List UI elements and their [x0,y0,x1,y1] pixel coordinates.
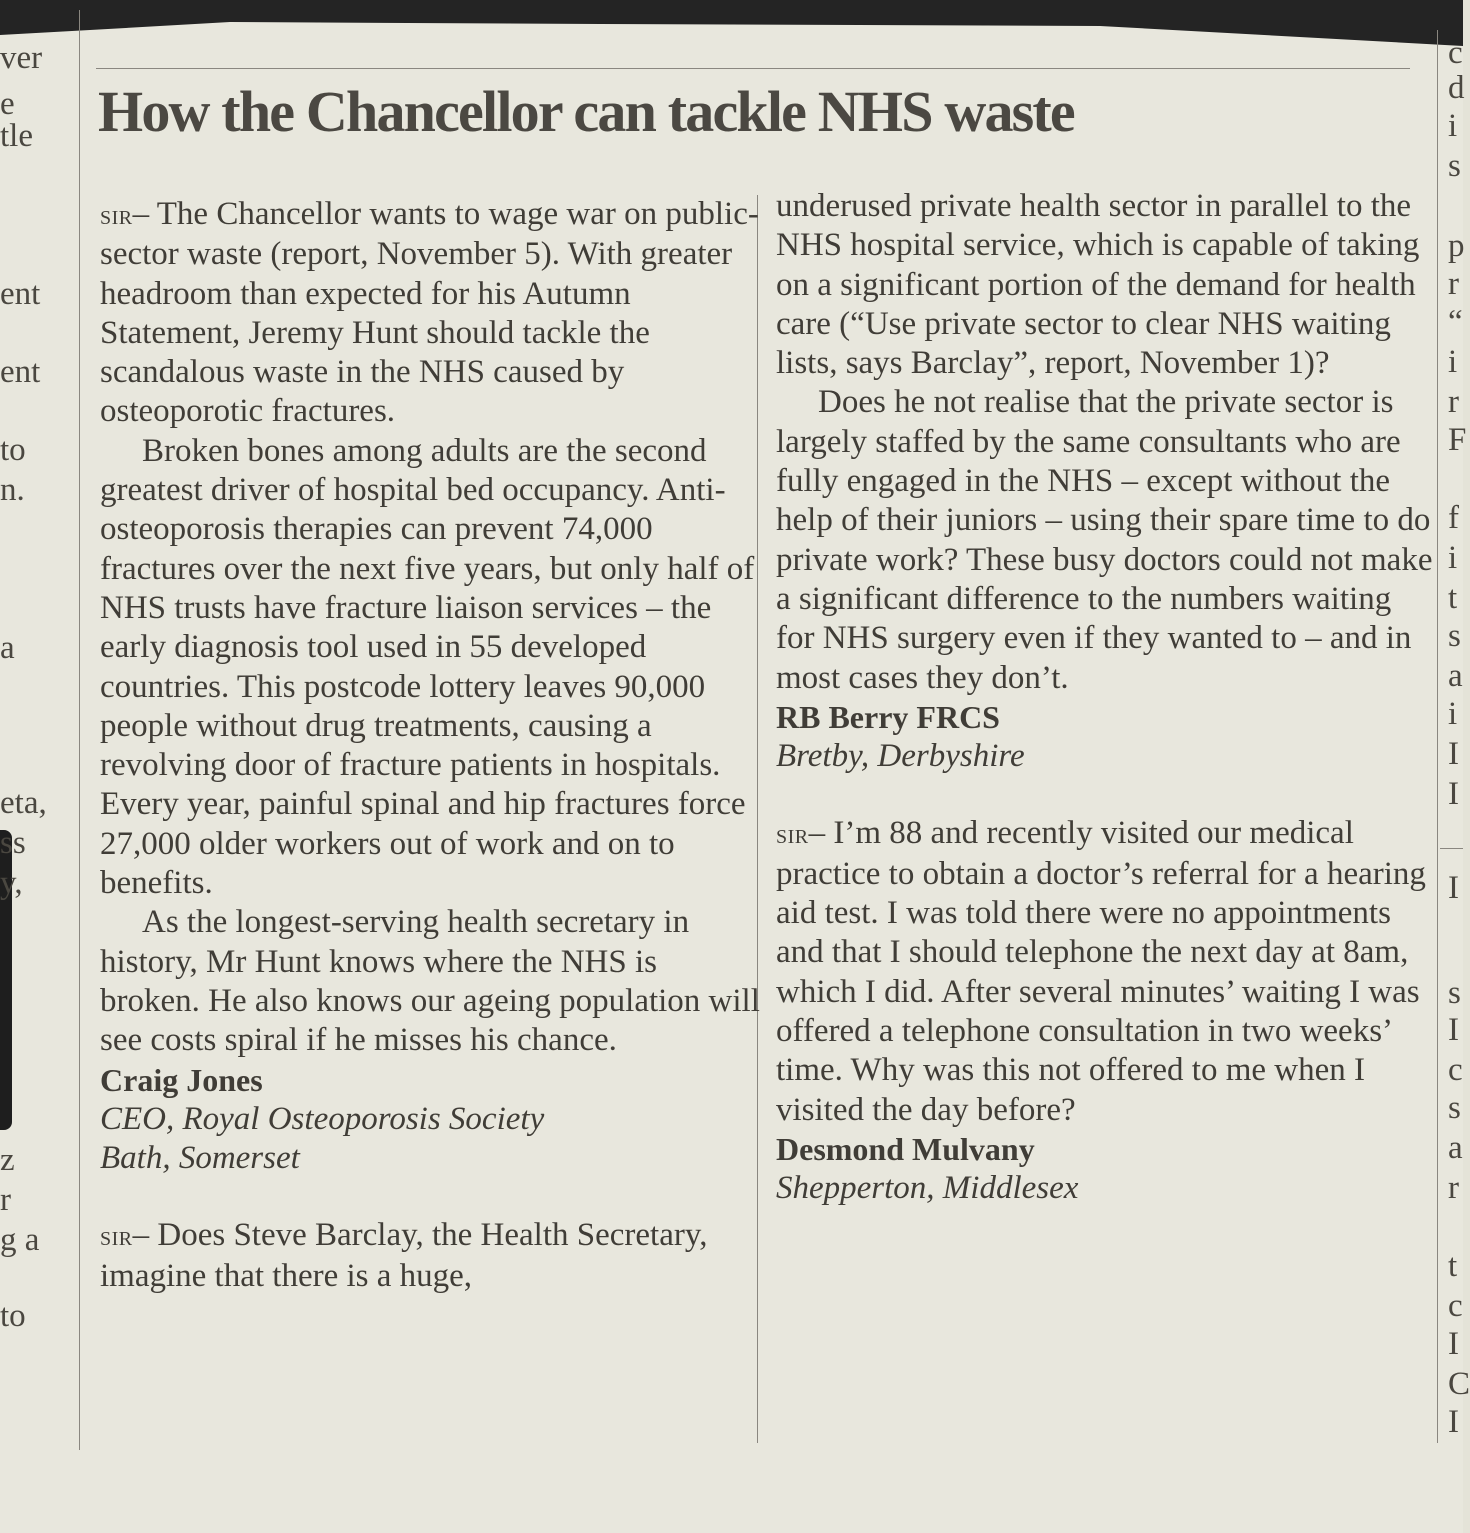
fragment: to [0,432,26,468]
adjacent-column-right [1446,0,1470,1533]
fragment: r [1448,266,1459,302]
letter-desmond-mulvany [776,814,1436,1208]
fragment: n. [0,472,25,508]
signature-location: Bath, Somerset [100,1140,300,1177]
letter-paragraph [100,195,760,432]
fragment: r [1448,1170,1459,1206]
fragment: e [0,86,15,122]
sir-label: sir [100,200,133,231]
fragment: r [1448,384,1459,420]
fragment: ver [0,40,43,76]
fragment: “ [1448,304,1463,340]
paragraph-text: – I’m 88 and recently visited our medical practice to obtain a doctor’s referral for a hearing aid test. I was told there were no appointments and that I should telephone the next day at 8am, which I did. After several minutes’ waiting I was offered a telephone consultation in two weeks’ time. Why was this not offered to me when I visited the day before? [776,815,1426,1128]
fragment: c [1448,1052,1463,1088]
fragment: I [1448,870,1459,906]
letter-paragraph: As the longest-serving health secretary in history, Mr Hunt knows where the NHS is broken. He also knows our ageing population will see costs spiral if he misses his chance. [100,904,760,1059]
fragment: a [1448,1130,1463,1166]
letter-paragraph [100,1216,760,1296]
fragment: s [1448,1090,1461,1126]
sir-label: sir [100,1221,133,1253]
signature-location: Bretby, Derbyshire [776,738,1025,775]
column-right [776,187,1436,1208]
fragment: ss [0,825,26,861]
letter-craig-jones [100,195,760,1178]
letter-rb-berry-start [100,1216,760,1296]
paragraph-text: – Does Steve Barclay, the Health Secretary, imagine that there is a huge, [100,1217,708,1294]
signature-name: Craig Jones [100,1061,263,1098]
fragment: i [1448,108,1458,144]
right-column-rule [1437,30,1438,1443]
fragment: p [1448,228,1465,264]
fragment: to [0,1298,26,1334]
fragment: s [1448,148,1461,184]
signature-location: Shepperton, Middlesex [776,1170,1079,1207]
fragment: I [1448,1326,1459,1362]
fragment: tle [0,118,33,154]
headline: How the Chancellor can tackle NHS waste [98,79,1074,144]
fragment: C [1448,1366,1470,1402]
fragment: ent [0,354,41,390]
signature-name: Desmond Mulvany [776,1130,1035,1167]
fragment: g a [0,1222,40,1258]
letter-paragraph: Broken bones among adults are the second greatest driver of hospital bed occupancy. Anti-osteoporosis therapies can prevent 74,000 fractures over the next five years, but only half of NHS trusts have fracture liaison services – the early diagnosis tool used in 55 developed countries. This postcode lottery leaves 90,000 people without drug treatments, causing a revolving door of fracture patients in hospitals. Every year, painful spinal and hip fractures force 27,000 older workers out of work and on to benefits. [100,432,755,902]
paragraph-text: – The Chancellor wants to wage war on public-sector waste (report, November 5). With greater headroom than expected for his Autumn Statement, Jeremy Hunt should tackle the scandalous waste in the NHS caused by osteoporotic fractures. [100,196,759,430]
fragment: c [1448,35,1463,71]
fragment: a [0,630,15,666]
signature-name: RB Berry FRCS [776,698,1000,735]
top-rule [96,68,1410,69]
fragment: s [1448,975,1461,1011]
fragment: I [1448,776,1459,812]
fragment: I [1448,1404,1459,1440]
letter-paragraph: Does he not realise that the private sector is largely staffed by the same consultants who are fully engaged in the NHS – except without the help of their juniors – using their spare time to do private work? These busy doctors could not make a significant difference to the numbers waiting for NHS surgery even if they wanted to – and in most cases they don’t. [776,384,1433,696]
fragment: F [1448,422,1467,458]
fragment: y, [0,865,23,901]
fragment: z [0,1142,15,1178]
fragment: t [1448,580,1458,616]
fragment: i [1448,540,1458,576]
sir-label: sir [776,819,809,851]
letter-paragraph [776,814,1436,1129]
adjacent-column-left [0,0,70,1533]
left-column-rule [79,10,80,1450]
fragment: t [1448,1248,1458,1284]
fragment: ent [0,276,41,312]
fragment: s [1448,618,1461,654]
fragment: i [1448,696,1458,732]
fragment: I [1448,736,1459,772]
right-section-rule [1440,848,1463,849]
fragment: f [1448,500,1459,536]
fragment: d [1448,70,1465,106]
fragment: c [1448,1288,1463,1324]
letter-rb-berry-continued [776,187,1436,776]
fragment: eta, [0,785,47,821]
signature-title: CEO, Royal Osteoporosis Society [100,1100,545,1137]
fragment: a [1448,658,1463,694]
fragment: r [0,1182,11,1218]
fragment: i [1448,344,1458,380]
column-left [100,195,760,1296]
fragment: I [1448,1012,1459,1048]
letter-paragraph: underused private health sector in parallel to the NHS hospital service, which is capable of taking on a significant portion of the demand for health care (“Use private sector to clear NHS waiting lists, says Barclay”, report, November 1)? [776,188,1420,382]
